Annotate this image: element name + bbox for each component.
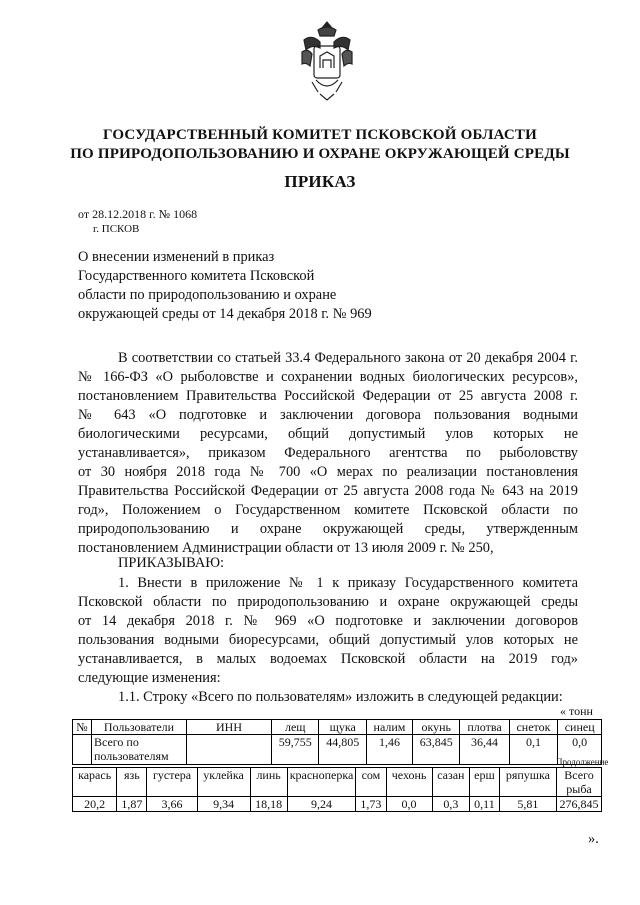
cell: 0,1 [509,735,558,765]
header-cell: ряпушка [499,768,556,797]
header-cell: уклейка [197,768,250,797]
header-cell: язь [117,768,147,797]
table-users-continuation [72,767,602,812]
preamble-line: В соответствии со статьей 33.4 Федерального закона от 20 декабря 2004 г. [118,350,578,366]
cell [187,735,272,765]
preamble-line: биологическими ресурсами, общий допустимый улов которых не [78,426,578,442]
cell: 0,11 [470,797,500,812]
subject-line: области по природопользованию и охране [78,287,337,303]
preamble-line: устанавливается», приказом Федерального агентства по рыболовству [78,445,578,461]
cell: 59,755 [272,735,319,765]
cell: Всего по пользователям [92,735,187,765]
preamble-line: постановлением Правительства Российской Федерации от 25 августа 2008 г. [78,388,578,404]
continuation-label: Продолжение [556,757,609,767]
subject-line: О внесении изменений в приказ [78,249,275,265]
cell: 20,2 [73,797,117,812]
item1-line: устанавливается, в малых водоемах Псковской области на 2019 год» [78,651,578,667]
city: г. ПСКОВ [93,223,140,235]
header-cell: ерш [470,768,500,797]
cell: 0,0 [386,797,432,812]
item1-line: от 14 декабря 2018 г. № 969 «О подготовке и заключении договоров [78,613,578,629]
committee-name-line2: ПО ПРИРОДОПОЛЬЗОВАНИЮ И ОХРАНЕ ОКРУЖАЮЩЕЙ СРЕДЫ [70,146,570,162]
header-cell: щука [319,720,366,735]
table-row [73,735,602,765]
header-cell: № [73,720,92,735]
header-cell: ИНН [187,720,272,735]
table-header-row [73,768,602,797]
preamble-line: № 643 «О подготовке и заключении договора пользования водными [78,407,578,423]
table-header-row [73,720,602,735]
document-type-title: ПРИКАЗ [284,172,356,191]
cell: 63,845 [412,735,459,765]
table-users-main [72,719,602,765]
cell: 1,46 [366,735,412,765]
cell: 276,845 [557,797,602,812]
item1-line: следующие изменения: [78,670,221,686]
cell: 18,18 [250,797,287,812]
unit-note: « тонн [560,704,593,718]
subject-line: Государственного комитета Псковской [78,268,315,284]
header-cell: плотва [460,720,509,735]
preamble-line: постановлением Администрации области от 13 июля 2009 г. № 250, [78,540,494,556]
item1-line: 1. Внести в приложение № 1 к приказу Государственного комитета [118,575,578,591]
header-cell: Пользователи [92,720,187,735]
preamble-line: Правительства Российской Федерации от 25 августа 2008 года № 643 на 2019 [78,483,578,499]
header-cell: сазан [432,768,470,797]
date-number: от 28.12.2018 г. № 1068 [78,207,198,221]
cell: 5,81 [499,797,556,812]
header-cell: чехонь [386,768,432,797]
order-word: ПРИКАЗЫВАЮ: [118,555,225,571]
committee-name-line1: ГОСУДАРСТВЕННЫЙ КОМИТЕТ ПСКОВСКОЙ ОБЛАСТИ [102,127,537,143]
cell: 1,87 [117,797,147,812]
preamble-line: год», Положением о Государственном комитете Псковской области по [78,502,578,518]
header-cell: синец [558,720,602,735]
cell: 9,24 [287,797,356,812]
subject-line: окружающей среды от 14 декабря 2018 г. № 969 [78,306,372,322]
cell: 9,34 [197,797,250,812]
item-1-1: 1.1. Строку «Всего по пользователям» изложить в следующей редакции: [118,689,563,705]
table-row [73,797,602,812]
cell: 44,805 [319,735,366,765]
header-cell: красноперка [287,768,356,797]
preamble-line: природопользованию и охране окружающей среды, утвержденным [78,521,578,537]
cell: 1,73 [356,797,386,812]
header-cell: снеток [509,720,558,735]
cell [73,735,92,765]
header-cell: окунь [412,720,459,735]
item1-line: пользования водными биоресурсами, общий допустимый улов которых не [78,632,578,648]
closing-quote: ». [588,831,599,847]
header-cell: лещ [272,720,319,735]
header-cell: сом [356,768,386,797]
cell: 3,66 [147,797,197,812]
header-cell: густера [147,768,197,797]
cell: 0,3 [432,797,470,812]
header-cell: Всего рыба [557,768,602,797]
preamble-line: № 166-ФЗ «О рыболовстве и сохранении водных биологических ресурсов», [78,369,578,385]
header-cell: карась [73,768,117,797]
header-cell: налим [366,720,412,735]
cell: 0,0 [558,735,602,765]
preamble-line: от 30 ноября 2018 года № 700 «О мерах по реализации постановления [78,464,578,480]
header-cell: линь [250,768,287,797]
item1-line: Псковской области по природопользованию и охране окружающей среды [78,594,578,610]
cell: 36,44 [460,735,509,765]
